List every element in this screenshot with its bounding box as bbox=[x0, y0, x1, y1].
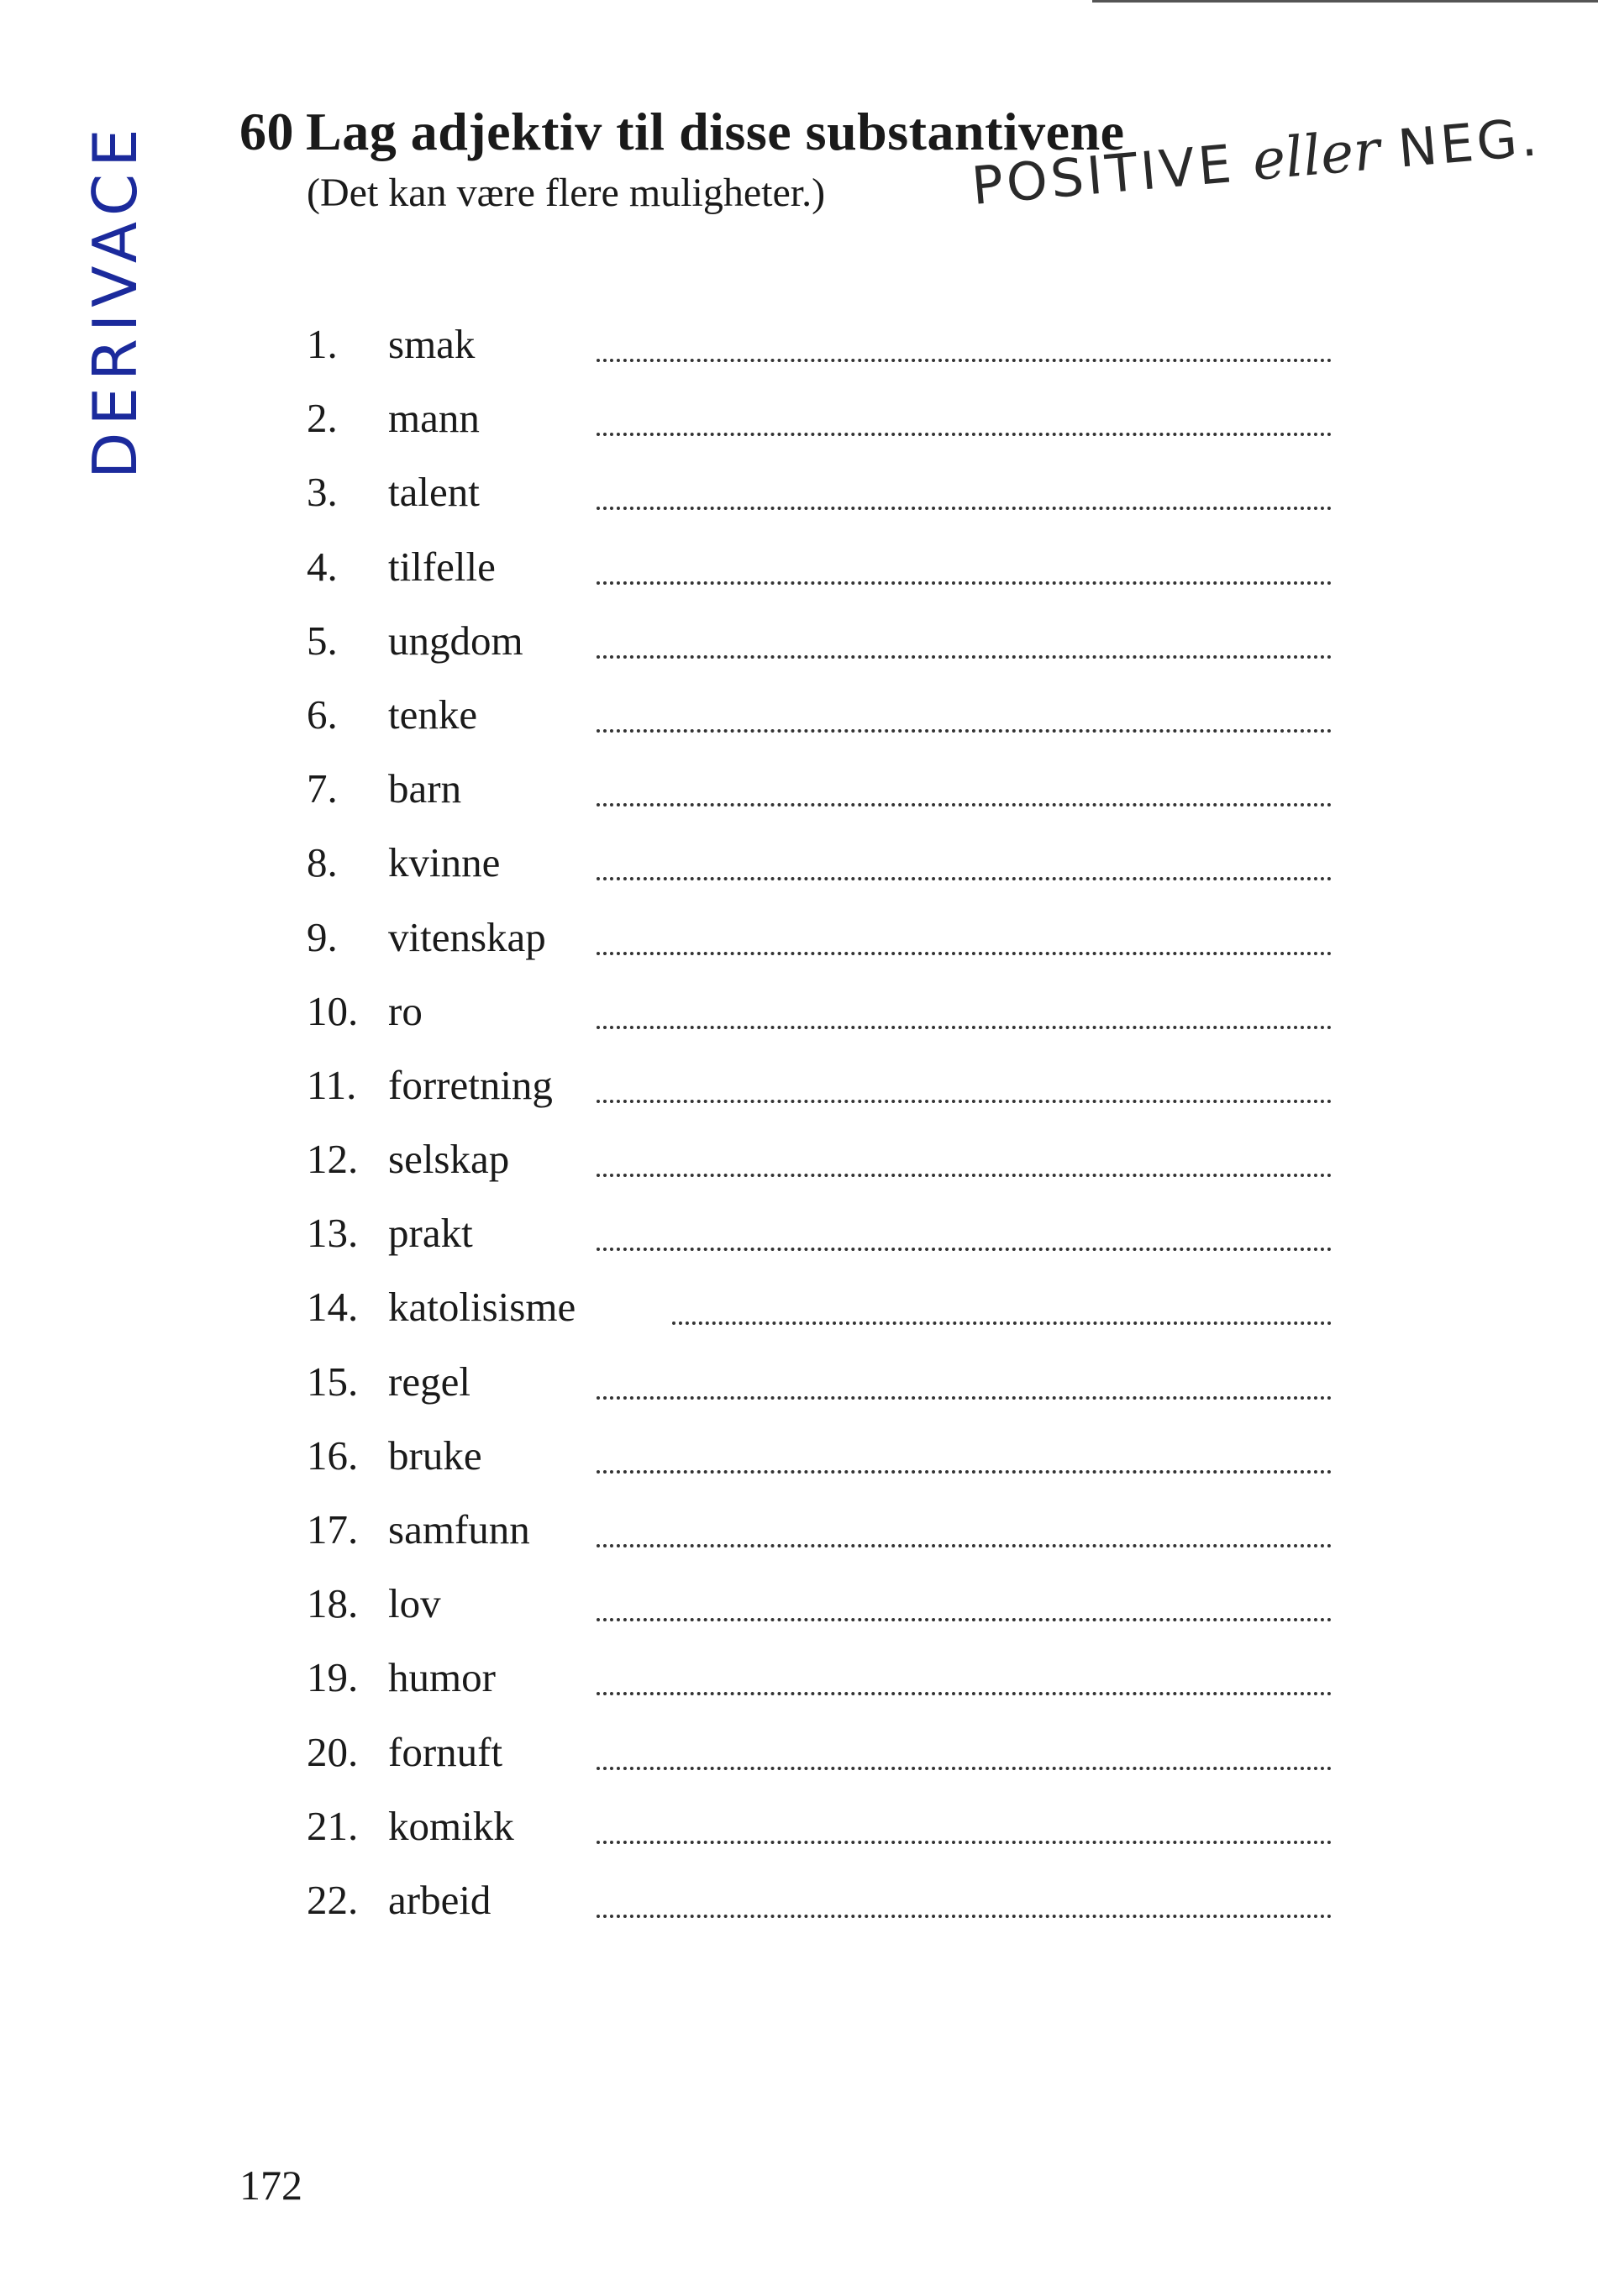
answer-blank[interactable] bbox=[597, 952, 1332, 955]
list-item bbox=[307, 1353, 1332, 1426]
item-word: barn bbox=[388, 765, 462, 812]
item-number: 18. bbox=[307, 1580, 359, 1627]
list-item bbox=[307, 686, 1332, 759]
list-item bbox=[307, 759, 1332, 833]
exercise-title: Lag adjektiv til disse substantivene bbox=[306, 102, 1125, 161]
answer-blank[interactable] bbox=[597, 1841, 1332, 1844]
answer-blank[interactable] bbox=[597, 803, 1332, 806]
item-word: lov bbox=[388, 1580, 441, 1627]
answer-blank[interactable] bbox=[597, 877, 1332, 880]
list-item bbox=[307, 315, 1332, 389]
item-number: 12. bbox=[307, 1136, 359, 1183]
list-item bbox=[307, 612, 1332, 686]
answer-blank[interactable] bbox=[597, 359, 1332, 362]
answer-blank[interactable] bbox=[597, 1100, 1332, 1103]
item-word: vitenskap bbox=[388, 913, 546, 960]
list-item bbox=[307, 908, 1332, 982]
item-number: 6. bbox=[307, 691, 338, 738]
answer-blank[interactable] bbox=[597, 1692, 1332, 1695]
item-word: talent bbox=[388, 469, 480, 516]
exercise-subtitle: (Det kan være flere muligheter.) bbox=[307, 171, 826, 215]
item-word: selskap bbox=[388, 1136, 510, 1183]
list-item bbox=[307, 1204, 1332, 1278]
list-item bbox=[307, 1426, 1332, 1500]
item-word: kvinne bbox=[388, 839, 501, 886]
answer-blank[interactable] bbox=[597, 1026, 1332, 1029]
list-item bbox=[307, 1574, 1332, 1648]
list-item bbox=[307, 463, 1332, 537]
answer-blank[interactable] bbox=[597, 1470, 1332, 1474]
item-number: 15. bbox=[307, 1358, 359, 1405]
answer-blank[interactable] bbox=[597, 1767, 1332, 1770]
answer-blank[interactable] bbox=[597, 433, 1332, 436]
item-word: samfunn bbox=[388, 1506, 530, 1553]
list-item bbox=[307, 1797, 1332, 1871]
item-word: smak bbox=[388, 321, 476, 367]
item-word: mann bbox=[388, 395, 480, 442]
item-word: katolisisme bbox=[388, 1284, 576, 1331]
item-word: humor bbox=[388, 1654, 496, 1701]
answer-blank[interactable] bbox=[597, 1618, 1332, 1621]
list-item bbox=[307, 1871, 1332, 1945]
answer-blank[interactable] bbox=[672, 1321, 1332, 1325]
list-item bbox=[307, 833, 1332, 907]
item-number: 1. bbox=[307, 321, 338, 367]
item-number: 19. bbox=[307, 1654, 359, 1701]
item-word: fornuft bbox=[388, 1728, 503, 1775]
list-item bbox=[307, 389, 1332, 463]
list-item bbox=[307, 1278, 1332, 1352]
answer-blank[interactable] bbox=[597, 729, 1332, 733]
item-word: ungdom bbox=[388, 617, 523, 664]
answer-blank[interactable] bbox=[597, 655, 1332, 659]
item-number: 3. bbox=[307, 469, 338, 516]
item-number: 17. bbox=[307, 1506, 359, 1553]
page-number: 172 bbox=[239, 2162, 302, 2209]
item-word: komikk bbox=[388, 1802, 514, 1849]
answer-blank[interactable] bbox=[597, 1248, 1332, 1251]
handwritten-side-note: DERIVACE bbox=[80, 122, 150, 479]
list-item bbox=[307, 1648, 1332, 1722]
item-number: 11. bbox=[307, 1061, 357, 1108]
item-word: prakt bbox=[388, 1210, 473, 1257]
item-word: regel bbox=[388, 1358, 470, 1405]
answer-blank[interactable] bbox=[597, 1396, 1332, 1400]
item-number: 7. bbox=[307, 765, 338, 812]
answer-blank[interactable] bbox=[597, 507, 1332, 510]
top-edge-rule bbox=[1092, 0, 1598, 3]
handwritten-note-positive: POSITIVE bbox=[969, 132, 1238, 218]
list-item bbox=[307, 1723, 1332, 1797]
item-number: 13. bbox=[307, 1210, 359, 1257]
answer-blank[interactable] bbox=[597, 1544, 1332, 1547]
item-number: 10. bbox=[307, 987, 359, 1034]
list-item bbox=[307, 982, 1332, 1056]
list-item bbox=[307, 1500, 1332, 1574]
handwritten-note-neg: NEG. bbox=[1396, 106, 1543, 180]
item-number: 22. bbox=[307, 1876, 359, 1923]
list-item bbox=[307, 1056, 1332, 1130]
item-number: 14. bbox=[307, 1284, 359, 1331]
answer-blank[interactable] bbox=[597, 581, 1332, 585]
answer-blank[interactable] bbox=[597, 1174, 1332, 1177]
list-item bbox=[307, 1130, 1332, 1204]
answer-blank[interactable] bbox=[597, 1915, 1332, 1918]
item-number: 2. bbox=[307, 395, 338, 442]
item-word: tenke bbox=[388, 691, 478, 738]
item-number: 8. bbox=[307, 839, 338, 886]
item-number: 4. bbox=[307, 543, 338, 590]
item-number: 20. bbox=[307, 1728, 359, 1775]
item-word: arbeid bbox=[388, 1876, 491, 1923]
item-number: 9. bbox=[307, 913, 338, 960]
handwritten-note-eller: eller bbox=[1249, 117, 1383, 193]
item-word: forretning bbox=[388, 1061, 553, 1108]
item-number: 5. bbox=[307, 617, 338, 664]
list-item bbox=[307, 538, 1332, 612]
item-number: 21. bbox=[307, 1802, 359, 1849]
item-number: 16. bbox=[307, 1432, 359, 1479]
item-word: tilfelle bbox=[388, 543, 496, 590]
exercise-number: 60 bbox=[239, 102, 294, 161]
exercise-list bbox=[307, 315, 1332, 1945]
item-word: bruke bbox=[388, 1432, 482, 1479]
item-word: ro bbox=[388, 987, 423, 1034]
